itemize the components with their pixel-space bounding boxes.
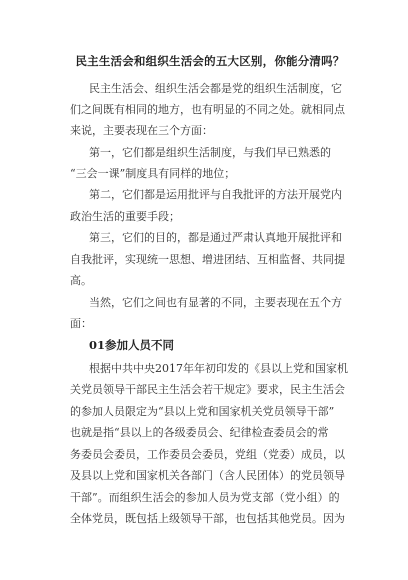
paragraph-line: 高。 [70,274,92,287]
paragraph-line: 民主生活会、组织生活会都是党的组织生活制度，它 [89,82,342,95]
paragraph-line: 们之间既有相同的地方，也有明显的不同之处。就相同点 [70,103,345,116]
section-heading: 01参加人员不同 [89,338,175,352]
paragraph-line: 干部”。而组织生活会的参加人员为党支部（党小组）的 [70,491,340,504]
paragraph-line: 第二，它们都是运用批评与自我批评的方法开展党内 [89,188,342,201]
paragraph-line: 第三，它们的目的，都是通过严肃认真地开展批评和 [89,231,342,244]
paragraph-line: 的参加人员限定为“县以上党和国家机关党员领导干部” [70,405,335,418]
paragraph-line: 及县以上党和国家机关各部门（含人民团体）的党员领导 [70,469,345,482]
paragraph-line: 当然，它们之间也有显著的不同，主要表现在五个方 [89,296,342,309]
paragraph-line: “三会一课”制度具有同样的地位； [70,167,236,180]
paragraph-line: 面： [70,317,92,330]
paragraph-line: 关党员领导干部民主生活会若干规定》要求，民主生活会 [70,383,345,396]
paragraph-line: 务委员会委员，工作委员会委员，党组（党委）成员，以 [70,448,345,461]
paragraph-line: 根据中共中央2017年年初印发的《县以上党和国家机 [89,362,348,375]
paragraph-line: 也就是指“县以上的各级委员会、纪律检查委员会的常 [70,426,329,439]
paragraph-line: 全体党员，既包括上级领导干部，也包括其他党员。因为 [70,512,345,525]
article-title: 民主生活会和组织生活会的五大区别，你能分清吗？ [75,54,345,68]
paragraph-line: 政治生活的重要手段； [70,210,180,223]
paragraph-line: 来说，主要表现在三个方面： [70,124,213,137]
paragraph-line: 第一，它们都是组织生活制度，与我们早已熟悉的 [89,146,331,159]
paragraph-line: 自我批评，实现统一思想、增进团结、互相监督、共同提 [70,253,345,266]
